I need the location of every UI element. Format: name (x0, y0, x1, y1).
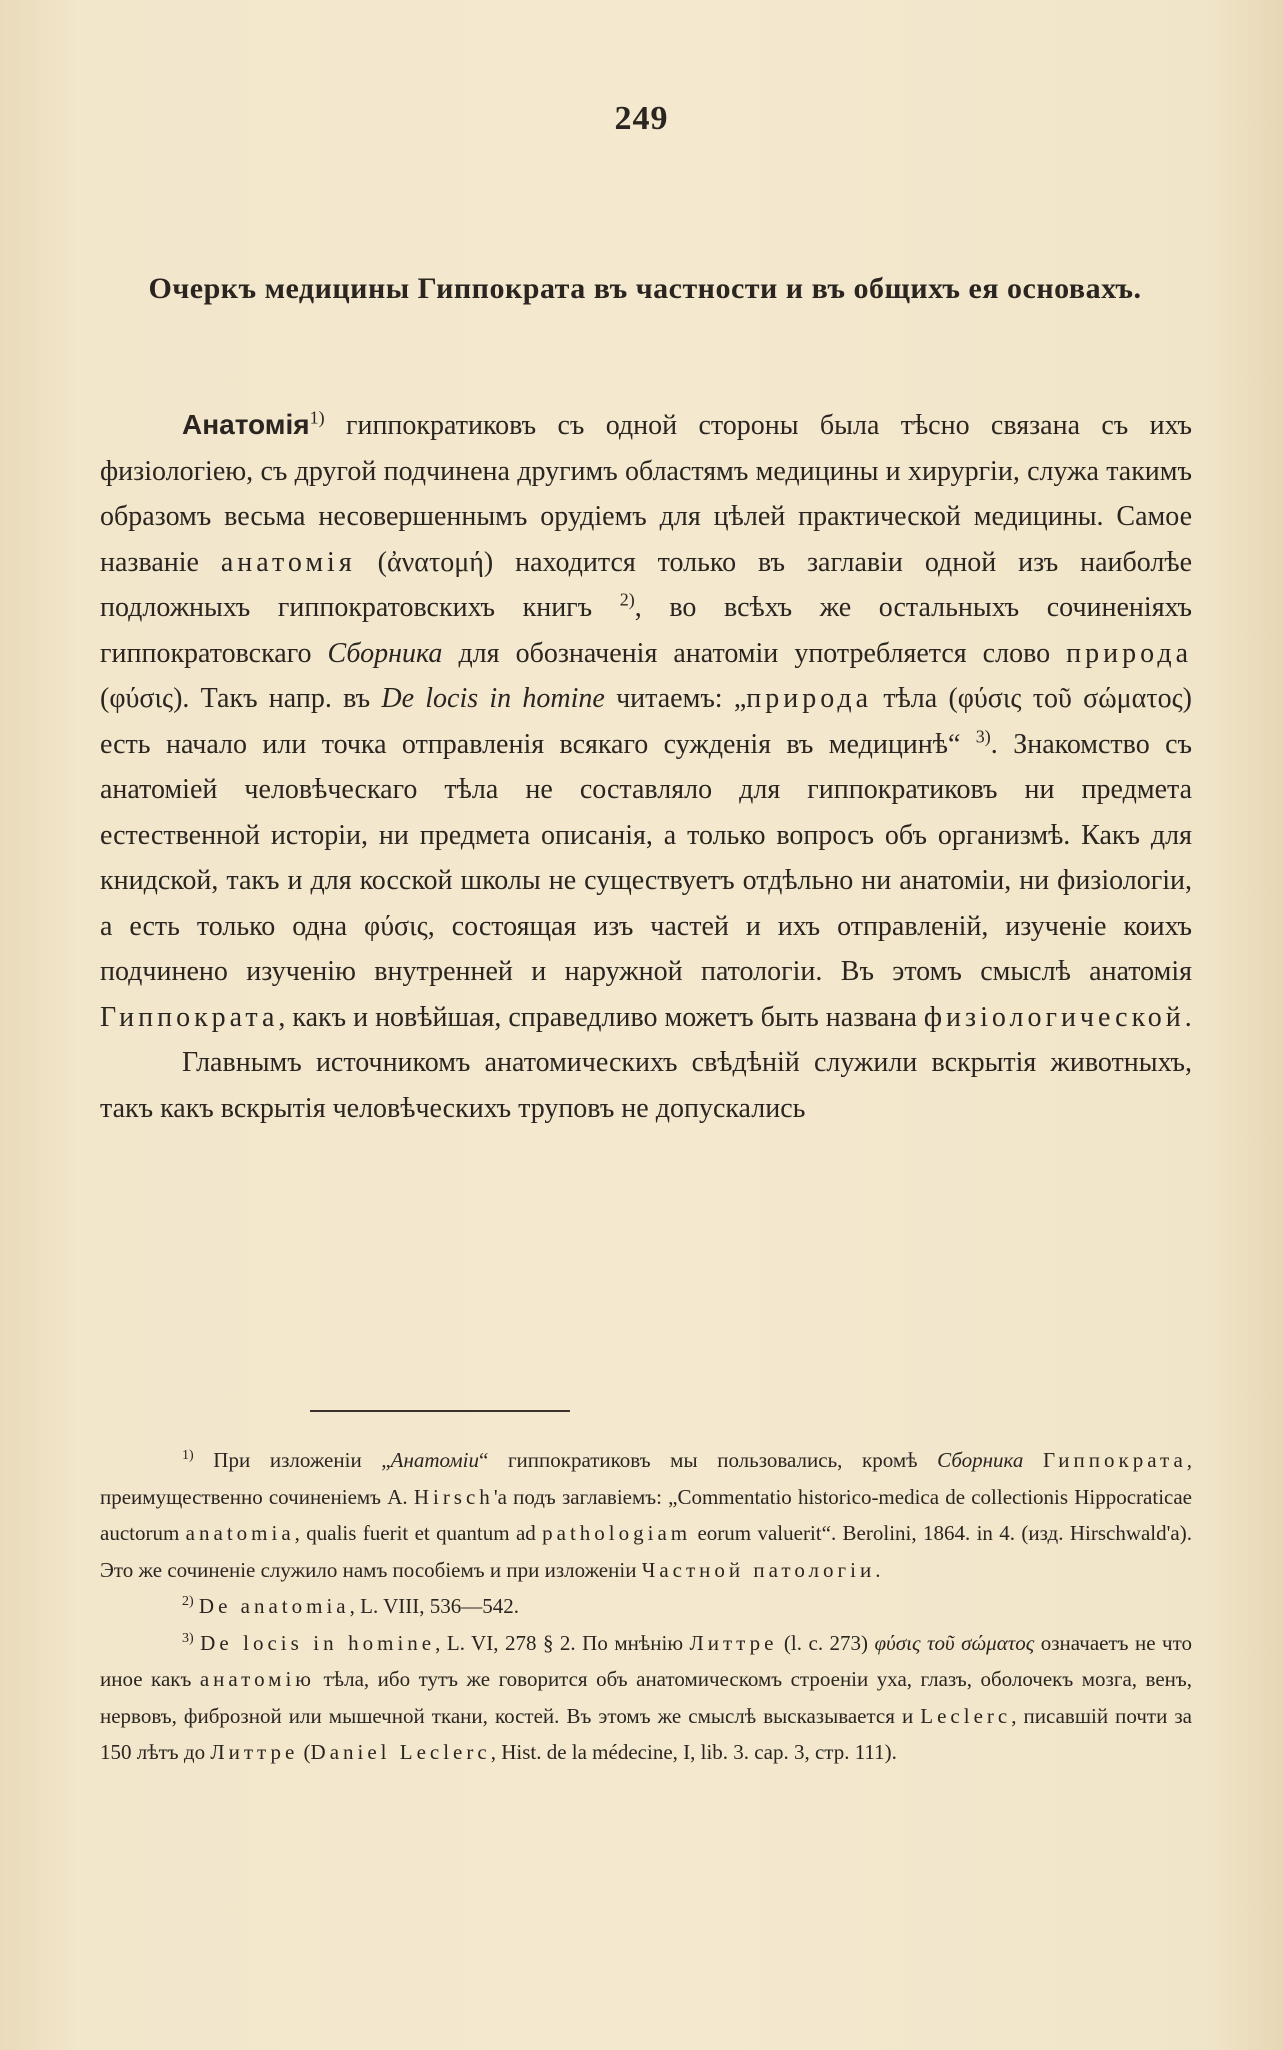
spaced-term: анатомія (220, 546, 356, 578)
italic-term: Сборника (327, 637, 443, 669)
paragraph-sources: Главнымъ источникомъ анатомическихъ свѣдѣній служили вскрытія животныхъ, такъ какъ вскрытія человѣческихъ труповъ не допускались (100, 1047, 1192, 1124)
page-number: 249 (614, 100, 669, 137)
footnote-divider (310, 1410, 570, 1412)
chapter-heading: Очеркъ медицины Гиппократа въ частности и въ общихъ ея основахъ. (148, 272, 1142, 305)
footnote-2: $^{2)}$ De anatomia, L. VIII, 536—542. (182, 1594, 519, 1618)
lead-word: Анатомія (182, 409, 310, 440)
footnote-ref-3: 3) (975, 726, 991, 747)
footnote-3: $^{3)}$ De locis in homine, L. VI, 278 § 2. По мнѣнію Литтре (l. c. 273) φύσις τοῦ σώματος означаетъ не что иное какъ анатомію тѣла, ибо тутъ же говорится объ анатомическомъ строеніи уха, глазъ, оболочекъ мозга, венъ, нервовъ, фиброзной или мышечной ткани, костей. Въ этомъ же смыслѣ высказывается и Leclerc, писавшій почти за 150 лѣтъ до Литтре (Daniel Leclerc, Hist. de la médecine, I, lib. 3. cap. 3, стр. 111). (100, 1630, 1193, 1764)
spaced-term: физіологической (923, 1001, 1185, 1033)
spaced-term: Гиппократа (100, 1001, 279, 1033)
paragraph-anatomy: Анатомія$^{1)}$ гиппократиковъ съ одной стороны была тѣсно связана съ ихъ физіологіею, съ другой подчинена другимъ областямъ медицины и хирургіи, служа такимъ образомъ весьма несовершеннымъ орудіемъ для цѣлей практической медицины. Самое названіе анатомія (ἀνατομή) находится только въ заглавіи одной изъ наиболѣе подложныхъ гиппократовскихъ книгъ $^{2)}$, во всѣхъ же остальныхъ сочиненіяхъ гиппократовскаго Сборника для обозначенія анатоміи употребляется слово природа (φύσις). Такъ напр. въ De locis in homine читаемъ: „природа тѣла (φύσις τοῦ σώματος) есть начало или точка отправленія всякаго сужденія въ медицинѣ“ $^{3)}$. Знакомство съ анатоміей человѣческаго тѣла не составляло для гиппократиковъ ни предмета естественной исторіи, ни предмета описанія, а только вопросъ объ организмѣ. Какъ для книдской, такъ и для косской школы не существуетъ отдѣльно ни анатоміи, ни физіологіи, а есть только одна φύσις, состоящая изъ частей и ихъ отправленій, изученіе коихъ подчинено изученію внутренней и наружной патологіи. Въ этомъ смыслѣ анатомія Гиппократа, какъ и новѣйшая, справедливо можетъ быть названа физіологической. (100, 407, 1193, 1033)
spaced-term: природа (1066, 637, 1192, 669)
footnotes (100, 1442, 1192, 1771)
spaced-term: природа (746, 683, 873, 714)
footnote-1: $^{1)}$ При изложеніи „Анатоміи“ гиппократиковъ мы пользовались, кромѣ Сборника Гиппократа, преимущественно сочиненіемъ А. Hirsch'а подъ заглавіемъ: „Commentatio historico-medica de collectionis Hippocraticae auctorum anatomia, qualis fuerit et quantum ad pathologiam eorum valuerit“. Berolini, 1864. in 4. (изд. Hirschwald'a). Это же сочиненіе служило намъ пособіемъ и при изложеніи Частной патологіи. (100, 1448, 1193, 1582)
main-text (100, 402, 1192, 1131)
footnote-ref-1: 1) (309, 407, 325, 428)
footnote-ref-2: 2) (619, 589, 635, 610)
italic-title: De locis in homine (381, 683, 605, 714)
